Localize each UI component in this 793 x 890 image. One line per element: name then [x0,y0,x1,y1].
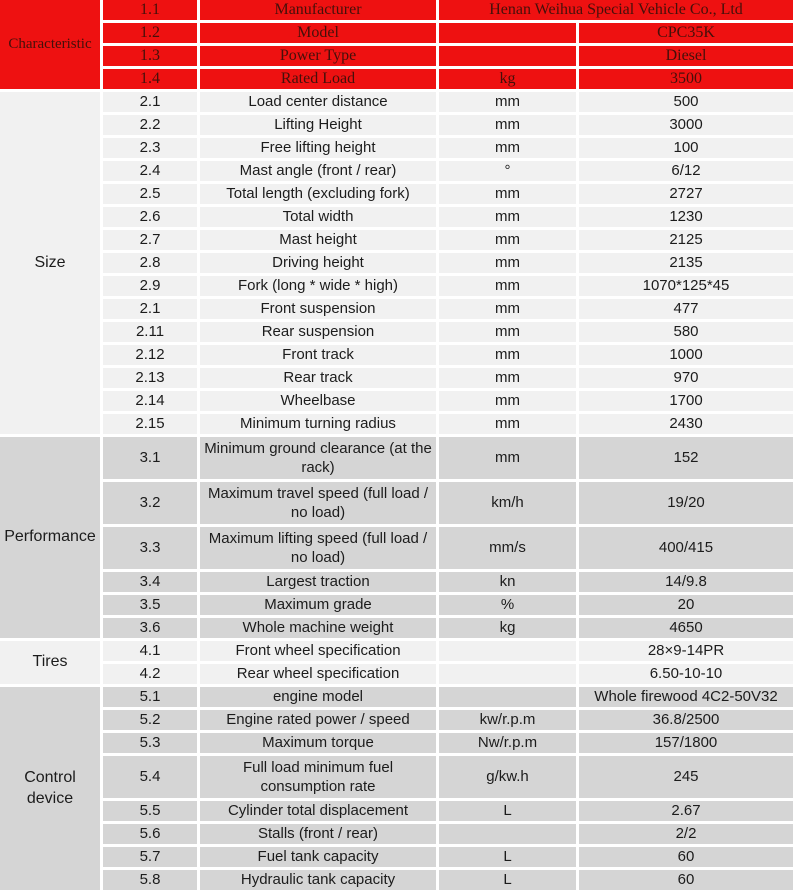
spec-row-number: 2.13 [103,368,197,388]
spec-row-unit [439,46,576,66]
spec-row-value: 2.67 [579,801,793,821]
spec-row-number: 1.1 [103,0,197,20]
spec-row-name: Total length (excluding fork) [200,184,436,204]
spec-row-value: 1230 [579,207,793,227]
spec-row-number: 1.4 [103,69,197,89]
spec-row-number: 5.4 [103,756,197,798]
spec-row-name: engine model [200,687,436,707]
spec-row-value: 19/20 [579,482,793,524]
spec-row-value: 157/1800 [579,733,793,753]
spec-row-unit [439,23,576,43]
spec-row-value: 2135 [579,253,793,273]
spec-row-name: Maximum torque [200,733,436,753]
spec-row-value: 477 [579,299,793,319]
spec-row-unit: mm [439,92,576,112]
spec-row-value: 2727 [579,184,793,204]
spec-row-value: 152 [579,437,793,479]
category-control-device: Control device [0,687,100,890]
spec-row-unit: L [439,801,576,821]
spec-row-value: Whole firewood 4C2-50V32 [579,687,793,707]
spec-row-number: 1.3 [103,46,197,66]
spec-row-number: 5.7 [103,847,197,867]
spec-row-unit: mm [439,230,576,250]
spec-row-unit: mm [439,138,576,158]
spec-row-name: Driving height [200,253,436,273]
spec-row-value: 1000 [579,345,793,365]
spec-row-value: 2125 [579,230,793,250]
spec-row-unit: ° [439,161,576,181]
spec-row-unit: % [439,595,576,615]
spec-row-name: Maximum travel speed (full load / no load) [200,482,436,524]
spec-row-name: Whole machine weight [200,618,436,638]
spec-row-name: Rear suspension [200,322,436,342]
spec-row-unit: mm [439,276,576,296]
spec-row-number: 2.12 [103,345,197,365]
spec-row-value: 28×9-14PR [579,641,793,661]
spec-row-unit [439,824,576,844]
spec-row-number: 5.8 [103,870,197,890]
spec-row-value: 36.8/2500 [579,710,793,730]
spec-row-name: Largest traction [200,572,436,592]
spec-row-unit: mm [439,391,576,411]
spec-row-value: 20 [579,595,793,615]
spec-row-unit: mm [439,207,576,227]
spec-row-value: 3500 [579,69,793,89]
spec-row-number: 2.6 [103,207,197,227]
spec-row-name: Front track [200,345,436,365]
spec-row-value: 400/415 [579,527,793,569]
spec-row-unit [439,687,576,707]
spec-row-value: 60 [579,870,793,890]
spec-row-unit: mm [439,437,576,479]
spec-row-unit: mm [439,414,576,434]
spec-row-unit: mm [439,115,576,135]
spec-row-value: 2430 [579,414,793,434]
spec-row-name: Front suspension [200,299,436,319]
category-performance: Performance [0,437,100,638]
spec-row-name: Cylinder total displacement [200,801,436,821]
spec-row-value: 500 [579,92,793,112]
spec-row-unit: Nw/r.p.m [439,733,576,753]
spec-row-value: 970 [579,368,793,388]
spec-row-number: 3.2 [103,482,197,524]
spec-row-number: 2.9 [103,276,197,296]
spec-row-number: 4.1 [103,641,197,661]
spec-row-number: 3.5 [103,595,197,615]
spec-row-name: Front wheel specification [200,641,436,661]
spec-row-name: Mast height [200,230,436,250]
spec-row-number: 4.2 [103,664,197,684]
spec-row-name: Manufacturer [200,0,436,20]
spec-row-value: 580 [579,322,793,342]
spec-row-unit: mm [439,253,576,273]
spec-row-number: 2.4 [103,161,197,181]
spec-row-number: 3.1 [103,437,197,479]
spec-row-name: Stalls (front / rear) [200,824,436,844]
spec-row-name: Lifting Height [200,115,436,135]
spec-row-number: 5.2 [103,710,197,730]
spec-row-value: 2/2 [579,824,793,844]
spec-row-number: 2.15 [103,414,197,434]
spec-row-unit: kn [439,572,576,592]
spec-row-name: Rear wheel specification [200,664,436,684]
spec-row-unit: mm [439,184,576,204]
spec-row-number: 2.1 [103,299,197,319]
spec-row-name: Load center distance [200,92,436,112]
spec-row-number: 2.1 [103,92,197,112]
spec-row-value: 100 [579,138,793,158]
spec-row-number: 5.6 [103,824,197,844]
spec-row-name: Full load minimum fuel consumption rate [200,756,436,798]
spec-row-unit: mm/s [439,527,576,569]
spec-row-name: Rated Load [200,69,436,89]
spec-row-number: 2.8 [103,253,197,273]
spec-row-name: Free lifting height [200,138,436,158]
category-size: Size [0,92,100,434]
spec-row-value: Henan Weihua Special Vehicle Co., Ltd [439,0,793,20]
spec-row-unit: mm [439,368,576,388]
spec-row-unit: L [439,870,576,890]
spec-row-value: CPC35K [579,23,793,43]
spec-row-value: 6/12 [579,161,793,181]
spec-row-number: 2.11 [103,322,197,342]
spec-row-name: Fuel tank capacity [200,847,436,867]
spec-row-value: 1700 [579,391,793,411]
spec-row-value: 14/9.8 [579,572,793,592]
spec-row-number: 2.14 [103,391,197,411]
spec-row-name: Minimum ground clearance (at the rack) [200,437,436,479]
spec-row-unit: km/h [439,482,576,524]
spec-row-unit: g/kw.h [439,756,576,798]
spec-row-value: Diesel [579,46,793,66]
spec-row-value: 245 [579,756,793,798]
spec-row-unit: kg [439,69,576,89]
spec-row-value: 3000 [579,115,793,135]
spec-row-value: 6.50-10-10 [579,664,793,684]
spec-row-value: 4650 [579,618,793,638]
spec-row-name: Power Type [200,46,436,66]
spec-row-unit [439,664,576,684]
spec-row-name: Minimum turning radius [200,414,436,434]
spec-row-number: 5.1 [103,687,197,707]
spec-row-unit: mm [439,322,576,342]
spec-row-value: 1070*125*45 [579,276,793,296]
spec-row-number: 5.3 [103,733,197,753]
spec-row-name: Maximum grade [200,595,436,615]
spec-row-name: Maximum lifting speed (full load / no load) [200,527,436,569]
spec-row-name: Fork (long * wide * high) [200,276,436,296]
spec-row-unit: mm [439,299,576,319]
spec-row-name: Engine rated power / speed [200,710,436,730]
category-tires: Tires [0,641,100,684]
spec-row-number: 2.3 [103,138,197,158]
spec-row-name: Total width [200,207,436,227]
spec-row-unit: kw/r.p.m [439,710,576,730]
spec-row-name: Wheelbase [200,391,436,411]
spec-row-name: Mast angle (front / rear) [200,161,436,181]
spec-row-value: 60 [579,847,793,867]
spec-row-number: 5.5 [103,801,197,821]
spec-row-number: 3.6 [103,618,197,638]
spec-row-number: 1.2 [103,23,197,43]
spec-row-number: 2.5 [103,184,197,204]
spec-row-name: Model [200,23,436,43]
spec-row-number: 3.4 [103,572,197,592]
spec-row-unit: kg [439,618,576,638]
spec-row-unit: L [439,847,576,867]
category-characteristic: Characteristic [0,0,100,89]
spec-row-unit: mm [439,345,576,365]
spec-row-number: 2.7 [103,230,197,250]
spec-row-number: 3.3 [103,527,197,569]
spec-row-number: 2.2 [103,115,197,135]
spec-row-name: Rear track [200,368,436,388]
spec-row-name: Hydraulic tank capacity [200,870,436,890]
spec-row-unit [439,641,576,661]
